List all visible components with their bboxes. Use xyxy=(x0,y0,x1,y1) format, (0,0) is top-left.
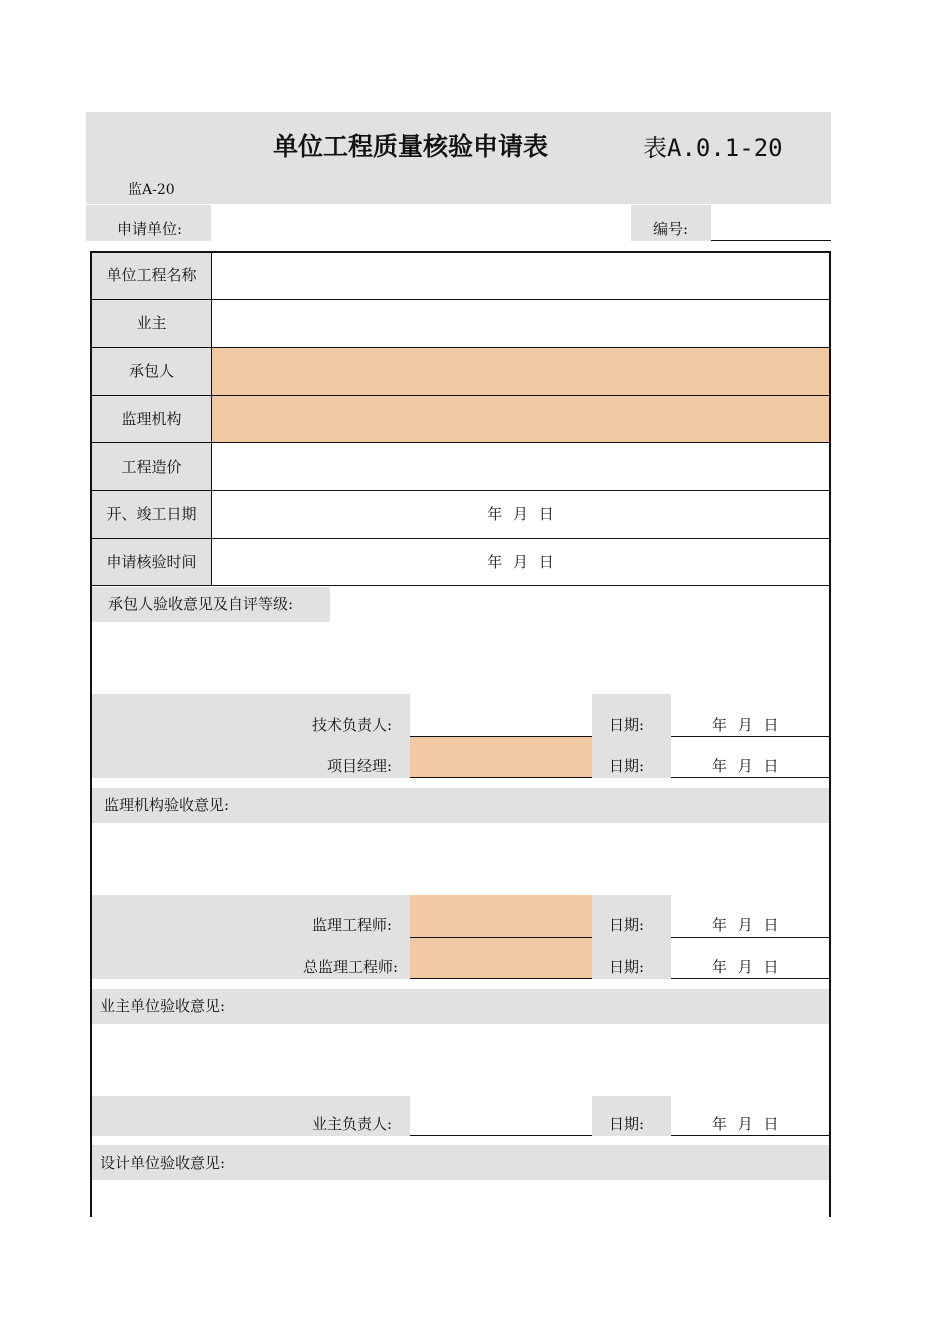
page-title: 单位工程质量核验申请表 xyxy=(273,132,549,161)
owner-lead-date[interactable]: 年 月 日 xyxy=(712,1115,779,1133)
row-label-start-end-date: 开、竣工日期 xyxy=(106,505,197,523)
project-name-field[interactable] xyxy=(211,252,830,299)
owner-lead-field[interactable] xyxy=(410,1096,592,1136)
cost-field[interactable] xyxy=(211,443,830,491)
row-label-cost: 工程造价 xyxy=(121,457,182,476)
owner-field[interactable] xyxy=(211,299,830,347)
row-label-project-name: 单位工程名称 xyxy=(106,266,197,284)
serial-underline xyxy=(711,240,831,241)
applicant-label: 申请单位: xyxy=(117,220,183,238)
engineer-label: 监理工程师: xyxy=(311,916,392,934)
date-underline xyxy=(671,937,830,938)
supervision-field[interactable] xyxy=(211,395,830,443)
design-opinion-field[interactable] xyxy=(92,1180,830,1216)
date-underline xyxy=(671,777,830,778)
tech-lead-label: 技术负责人: xyxy=(311,716,392,734)
row-divider xyxy=(92,299,830,300)
supervision-heading: 监理机构验收意见: xyxy=(104,796,230,814)
owner-lead-underline xyxy=(410,1135,592,1136)
date-label: 日期: xyxy=(609,716,645,734)
start-end-date-value[interactable]: 年 月 日 xyxy=(487,505,554,523)
project-manager-date[interactable]: 年 月 日 xyxy=(712,757,779,775)
apply-time-value[interactable]: 年 月 日 xyxy=(487,552,554,571)
project-manager-underline xyxy=(410,777,592,778)
row-divider xyxy=(92,395,830,396)
owner-heading: 业主单位验收意见: xyxy=(100,997,226,1015)
date-label: 日期: xyxy=(609,757,645,775)
serial-label: 编号: xyxy=(653,220,689,238)
row-divider xyxy=(92,442,830,443)
design-heading: 设计单位验收意见: xyxy=(100,1154,226,1172)
tech-lead-date[interactable]: 年 月 日 xyxy=(712,716,779,734)
date-label: 日期: xyxy=(609,958,645,976)
table-top-border xyxy=(90,251,831,253)
tech-lead-underline xyxy=(410,736,592,737)
project-manager-field[interactable] xyxy=(410,737,592,778)
chief-engineer-field[interactable] xyxy=(410,938,592,979)
label-divider xyxy=(211,252,212,586)
row-label-supervision: 监理机构 xyxy=(121,409,182,428)
chief-engineer-underline xyxy=(410,978,592,979)
date-underline xyxy=(671,736,830,737)
serial-field[interactable] xyxy=(711,205,831,241)
date-underline xyxy=(671,978,830,979)
tech-lead-field[interactable] xyxy=(410,694,592,736)
row-divider xyxy=(92,585,830,586)
row-divider xyxy=(92,347,830,348)
project-manager-label: 项目经理: xyxy=(326,757,392,775)
owner-lead-label: 业主负责人: xyxy=(311,1115,392,1133)
date-label: 日期: xyxy=(609,916,645,934)
contractor-heading: 承包人验收意见及自评等级: xyxy=(108,595,294,613)
date-underline xyxy=(671,1135,830,1136)
contractor-field[interactable] xyxy=(211,347,830,395)
chief-engineer-date[interactable]: 年 月 日 xyxy=(712,958,779,976)
chief-engineer-label: 总监理工程师: xyxy=(302,958,398,976)
engineer-underline xyxy=(410,937,592,938)
engineer-date[interactable]: 年 月 日 xyxy=(712,916,779,934)
row-label-contractor: 承包人 xyxy=(128,361,174,380)
engineer-field[interactable] xyxy=(410,895,592,937)
row-divider xyxy=(92,538,830,539)
row-label-apply-time: 申请核验时间 xyxy=(106,552,197,571)
row-divider xyxy=(92,490,830,491)
applicant-field[interactable] xyxy=(211,205,631,241)
row-label-owner: 业主 xyxy=(136,313,167,332)
form-number: 表A.0.1-20 xyxy=(643,134,783,162)
supervisor-code: 监A-20 xyxy=(128,182,175,198)
date-label: 日期: xyxy=(609,1115,645,1133)
